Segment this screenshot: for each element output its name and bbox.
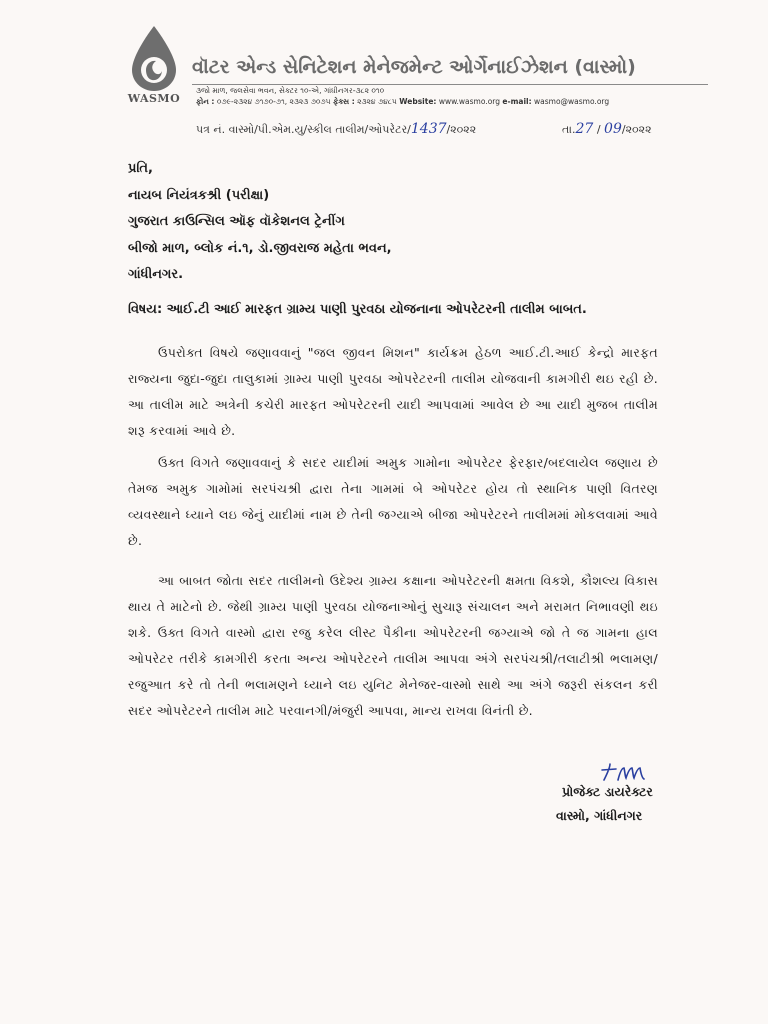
wasmo-logo (124, 24, 184, 110)
handwritten-month: 09 (604, 121, 622, 137)
fax-label: ફેક્સ : (332, 97, 355, 106)
body-paragraph-3: આ બાબત જોતા સદર તાલીમનો ઉદેશ્ય ગ્રામ્ય કક્ષાના ઓપરેટરની ક્ષમતા વિકશે, કૌશલ્ય વિકાસ થાય તે માટેનો છે. જેથી ગ્રામ્ય પાણી પુરવઠા યોજનાઓનું સુચારૂ સંચાલન અને મરામત નિભાવણી થઇ શકે. ઉક્ત વિગતે વાસ્મો દ્વારા રજુ કરેલ લીસ્ટ પૈકીના ઓપરેટરની જગ્યાએ જો તે જ ગામના હાલ ઓપરેટર તરીકે કામગીરી કરતા અન્ય ઓપરેટરને તાલીમ આપવા અંગે સરપંચશ્રી/તલાટીશ્રી ભલામણ/રજુઆત કરે તો તેની ભલામણને ધ્યાને લઇ યુનિટ મેનેજર-વાસ્મો સાથે આ અંગે જરૂરી સંકલન કરી સદર ઓપરેટરને તાલીમ માટે પરવાનગી/મંજુરી આપવા, માન્ય રાખવા વિનંતી છે. (128, 573, 658, 718)
phone-label: ફોન : (196, 97, 215, 106)
letter-date (562, 121, 652, 137)
recipient-line-2: ગુજરાત કાઉન્સિલ ઑફ વૉકેશનલ ટ્રેનીંગ (128, 214, 345, 229)
signatory-title: પ્રોજેક્ટ ડાયરેક્ટર (562, 784, 653, 799)
handwritten-day: 27 (575, 121, 594, 137)
contact-line (196, 97, 609, 107)
reference-prefix: પત્ર નં. વાસ્મો/પી.એમ.યુ/સ્કીલ તાલીમ/ઓપરેટર/ (196, 123, 411, 136)
reference-year: /૨૦૨૨ (446, 123, 477, 136)
salutation: પ્રતિ, (128, 161, 153, 176)
signatory-office: વાસ્મો, ગાંધીનગર (556, 808, 643, 823)
recipient-line-3: બીજો માળ, બ્લોક નં.૧, ડો.જીવરાજ મહેતા ભવન, (128, 240, 392, 256)
water-drop-icon (124, 24, 184, 94)
website-label: Website: (399, 97, 437, 106)
letter-subject: વિષય: આઈ.ટી આઈ મારફત ગ્રામ્ય પાણી પુરવઠા યોજનાના ઓપરેટરની તાલીમ બાબત. (128, 302, 587, 317)
date-separator: / (593, 123, 605, 136)
body-paragraph-1: ઉપરોક્ત વિષયે જણાવવાનું "જલ જીવન મિશન" કાર્યક્રમ હેઠળ આઈ.ટી.આઈ કેન્દ્રો મારફત રાજ્યના જુદા-જુદા તાલુકામાં ગ્રામ્ય પાણી પુરવઠા ઓપરેટરની તાલીમ યોજવાની કામગીરી થઇ રહી છે. આ તાલીમ માટે અત્રેની કચેરી મારફત ઓપરેટરની યાદી આપવામાં આવેલ છે આ યાદી મુજબ તાલીમ શરૂ કરવામાં આવે છે. (128, 345, 658, 438)
email-label: e-mail: (502, 97, 532, 106)
handwritten-number: 1437 (410, 121, 447, 137)
fax-value: ૨૩૨૪ ૭૪૮૫ (357, 97, 397, 106)
website-link[interactable]: www.wasmo.org (438, 97, 500, 106)
date-prefix: તા. (562, 123, 576, 136)
recipient-line-1: નાયબ નિયંત્રકશ્રી (પરીક્ષા) (128, 187, 270, 203)
recipient-line-4: ગાંધીનગર. (128, 267, 184, 282)
letterhead-divider (192, 84, 708, 85)
organization-name: વૉટર એન્ડ સેનિટેશન મેનેજમેન્ટ ઓર્ગેનાઈઝેશન (વાસ્મો) (192, 56, 636, 78)
body-paragraph-2: ઉક્ત વિગતે જણાવવાનું કે સદર યાદીમાં અમુક ગામોના ઓપરેટર ફેરફાર/બદલાયેલ જણાય છે તેમજ અમુક ગામોમાં સરપંચશ્રી દ્વારા તેના ગામમાં બે ઓપરેટર હોય તો સ્થાનિક પાણી વિતરણ વ્યવસ્થાને ધ્યાને લઇ જેનું યાદીમાં નામ છે તેની જગ્યાએ બીજા ઓપરેટરને તાલીમમાં મોકલવામાં આવે છે. (128, 455, 658, 548)
date-year: /૨૦૨૨ (621, 123, 652, 136)
recipient-address (128, 156, 392, 289)
organization-address: ૩જો માળ, જલસેવા ભવન, સેક્ટર ૧૦-એ, ગાંધીનગર-૩૮૨ ૦૧૦ (196, 86, 385, 95)
phone-value: ૦૭૯-૨૩૨૪ ૭૧૭૦-૭૧, ૨૩૨૩ ૭૦૭૫ (216, 97, 331, 106)
handwritten-signature (598, 760, 658, 786)
email-link[interactable]: wasmo@wasmo.org (534, 97, 610, 106)
logo-text: WASMO (127, 92, 181, 105)
